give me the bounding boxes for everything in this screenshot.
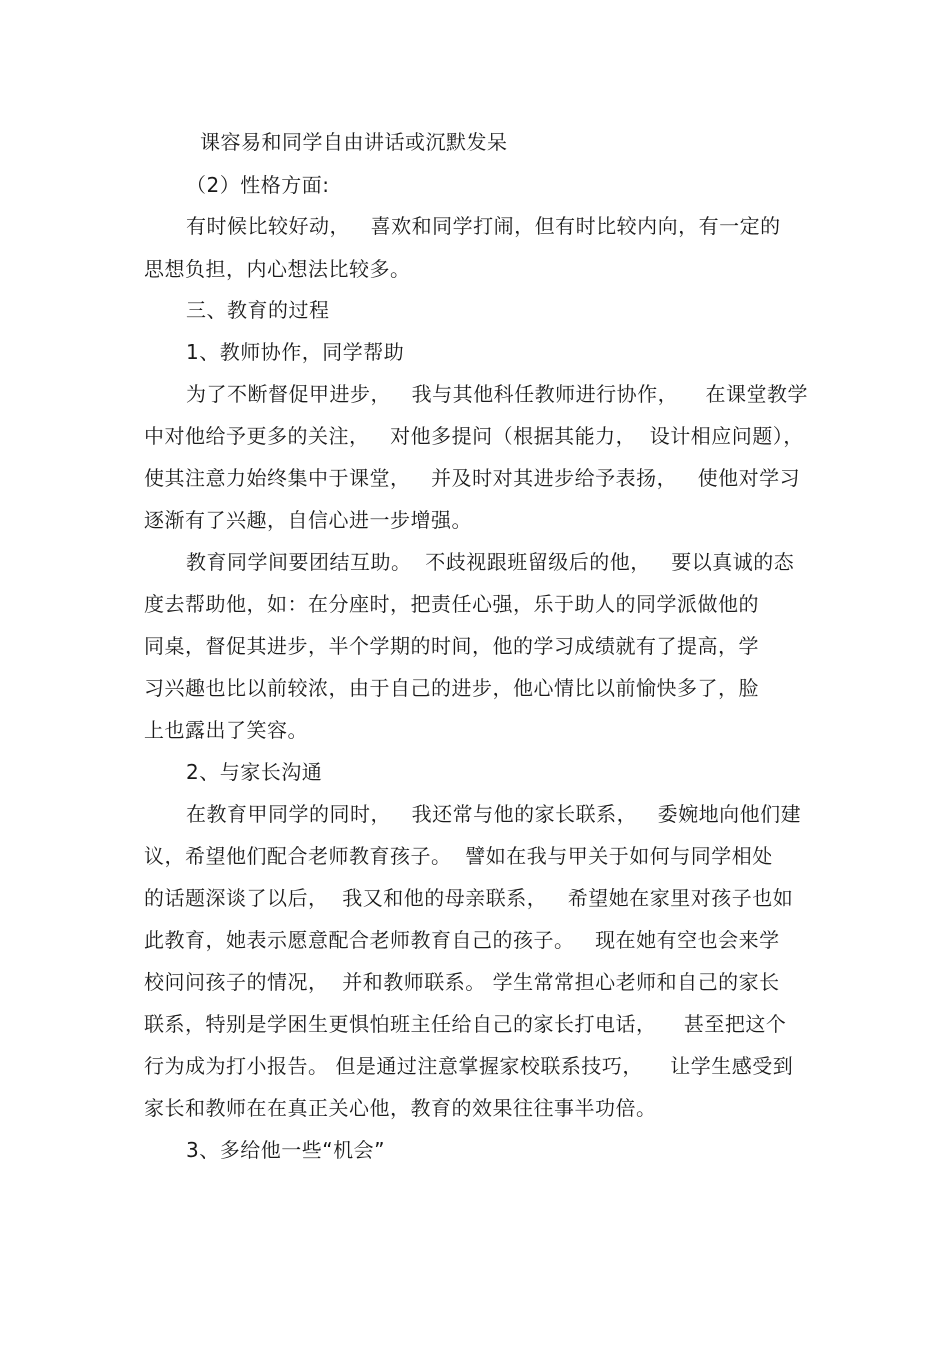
section-heading-3: 三、教育的过程 [186, 298, 330, 322]
text-line-2: （2）性格方面: [186, 173, 330, 197]
text-line-1: 课容易和同学自由讲话或沉默发呆 [200, 130, 508, 154]
text-line-17: 在教育甲同学的同时， 我还常与他的家长联系， 委婉地向他们建 [186, 802, 802, 826]
text-line-7: 为了不断督促甲进步， 我与其他科任教师进行协作， 在课堂教学 [186, 382, 809, 406]
text-line-12: 度去帮助他，如：在分座时，把责任心强，乐于助人的同学派做他的 [144, 592, 759, 616]
text-line-9: 使其注意力始终集中于课堂， 并及时对其进步给予表扬， 使他对学习 [144, 466, 801, 490]
text-line-3: 有时候比较好动， 喜欢和同学打闹，但有时比较内向，有一定的 [186, 214, 781, 238]
text-line-10: 逐渐有了兴趣，自信心进一步增强。 [144, 508, 472, 532]
text-line-22: 联系，特别是学困生更惧怕班主任给自己的家长打电话， 甚至把这个 [144, 1012, 787, 1036]
subheading-2: 2、与家长沟通 [186, 760, 323, 784]
subheading-1: 1、教师协作，同学帮助 [186, 340, 405, 364]
text-line-13: 同桌，督促其进步，半个学期的时间，他的学习成绩就有了提高，学 [144, 634, 759, 658]
subheading-3: 3、多给他一些“机会” [186, 1138, 385, 1162]
text-line-21: 校问问孩子的情况， 并和教师联系。 学生常常担心老师和自己的家长 [144, 970, 780, 994]
text-line-20: 此教育，她表示愿意配合老师教育自己的孩子。 现在她有空也会来学 [144, 928, 780, 952]
text-line-11: 教育同学间要团结互助。 不歧视跟班留级后的他， 要以真诚的态 [186, 550, 795, 574]
text-line-19: 的话题深谈了以后， 我又和他的母亲联系， 希望她在家里对孩子也如 [144, 886, 794, 910]
text-line-4: 思想负担，内心想法比较多。 [144, 257, 411, 281]
text-line-24: 家长和教师在在真正关心他，教育的效果往往事半功倍。 [144, 1096, 657, 1120]
text-line-15: 上也露出了笑容。 [144, 718, 308, 742]
text-line-14: 习兴趣也比以前较浓，由于自己的进步，他心情比以前愉快多了，脸 [144, 676, 759, 700]
text-line-18: 议，希望他们配合老师教育孩子。 譬如在我与甲关于如何与同学相处 [144, 844, 773, 868]
text-line-8: 中对他给予更多的关注， 对他多提问（根据其能力， 设计相应问题）， [144, 424, 804, 448]
text-line-23: 行为成为打小报告。 但是通过注意掌握家校联系技巧， 让学生感受到 [144, 1054, 794, 1078]
